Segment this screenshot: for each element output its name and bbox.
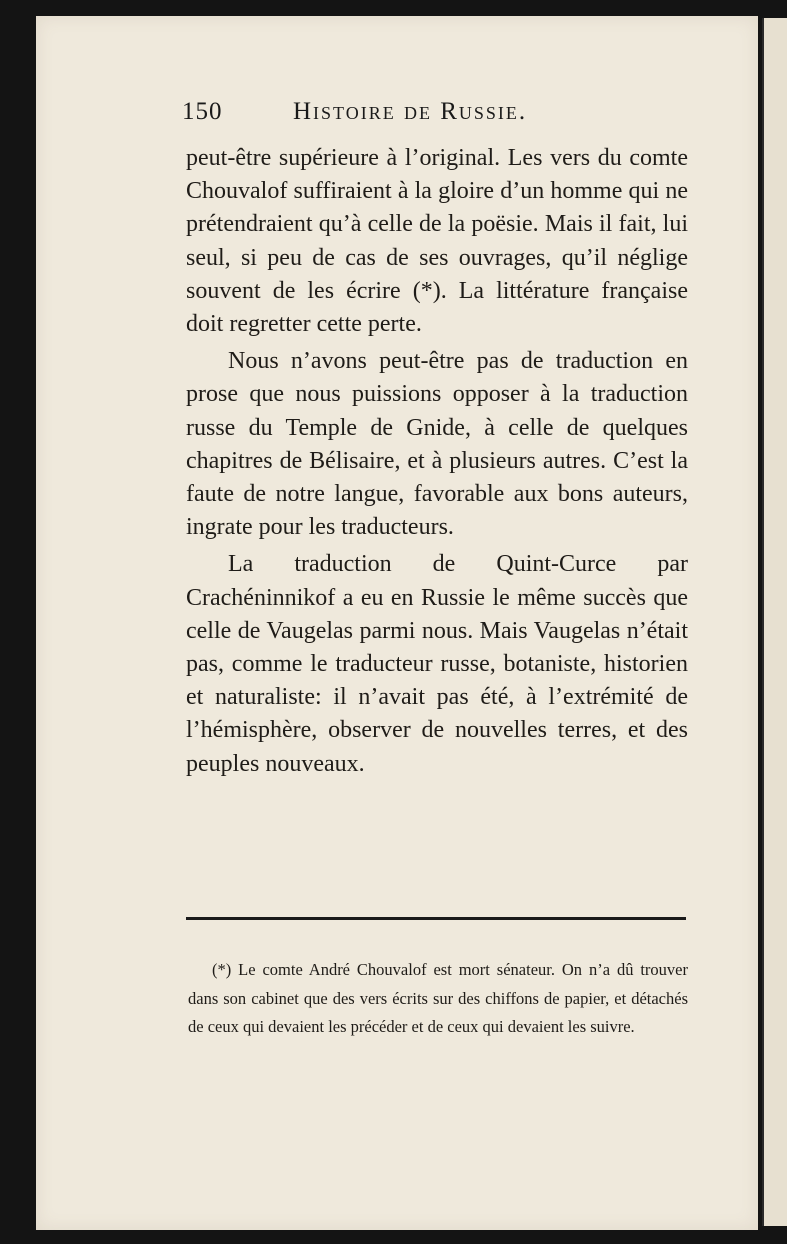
paragraph-2: Nous n’avons peut-être pas de traduction en prose que nous puissions opposer à la traduction russe du Temple de Gnide, à celle de quelques chapitres de Bélisaire, et à plusieurs autres. C’est la faute de notre langue, favorable aux bons auteurs, ingrate pour les traducteurs. <box>186 348 688 541</box>
page-header <box>147 84 687 124</box>
paragraph-1: peut-être supérieure à l’original. Les vers du comte Chouvalof suffiraient à la gloire d’un homme qui ne prétendraient qu’à celle de la poësie. Mais il fait, lui seul, si peu de cas de ses ouvrages, qu’il néglige souvent de les écrire (*). La littérature française doit regretter cette perte. <box>186 145 688 338</box>
footnote-rule <box>186 917 686 920</box>
body-text <box>186 142 688 781</box>
adjacent-page-edge <box>762 18 787 1226</box>
footnote-text: (*) Le comte André Chouvalof est mort sénateur. On n’a dû trouver dans son cabinet que des vers écrits sur des chiffons de papier, et détachés de ceux qui devaient les précéder et de ceux qui devaient les suivre. <box>188 960 688 1036</box>
paragraph-3: La traduction de Quint-Curce par Crachéninnikof a eu en Russie le même succès que celle de Vaugelas parmi nous. Mais Vaugelas n’était pas, comme le traducteur russe, botaniste, historien et naturaliste: il n’avait pas été, à l’extrémité de l’hémisphère, observer de nouvelles terres, et des peuples nouveaux. <box>186 551 688 777</box>
footnote <box>188 956 688 1042</box>
running-head: Histoire de Russie. <box>293 98 528 125</box>
page-number: 150 <box>182 98 223 125</box>
